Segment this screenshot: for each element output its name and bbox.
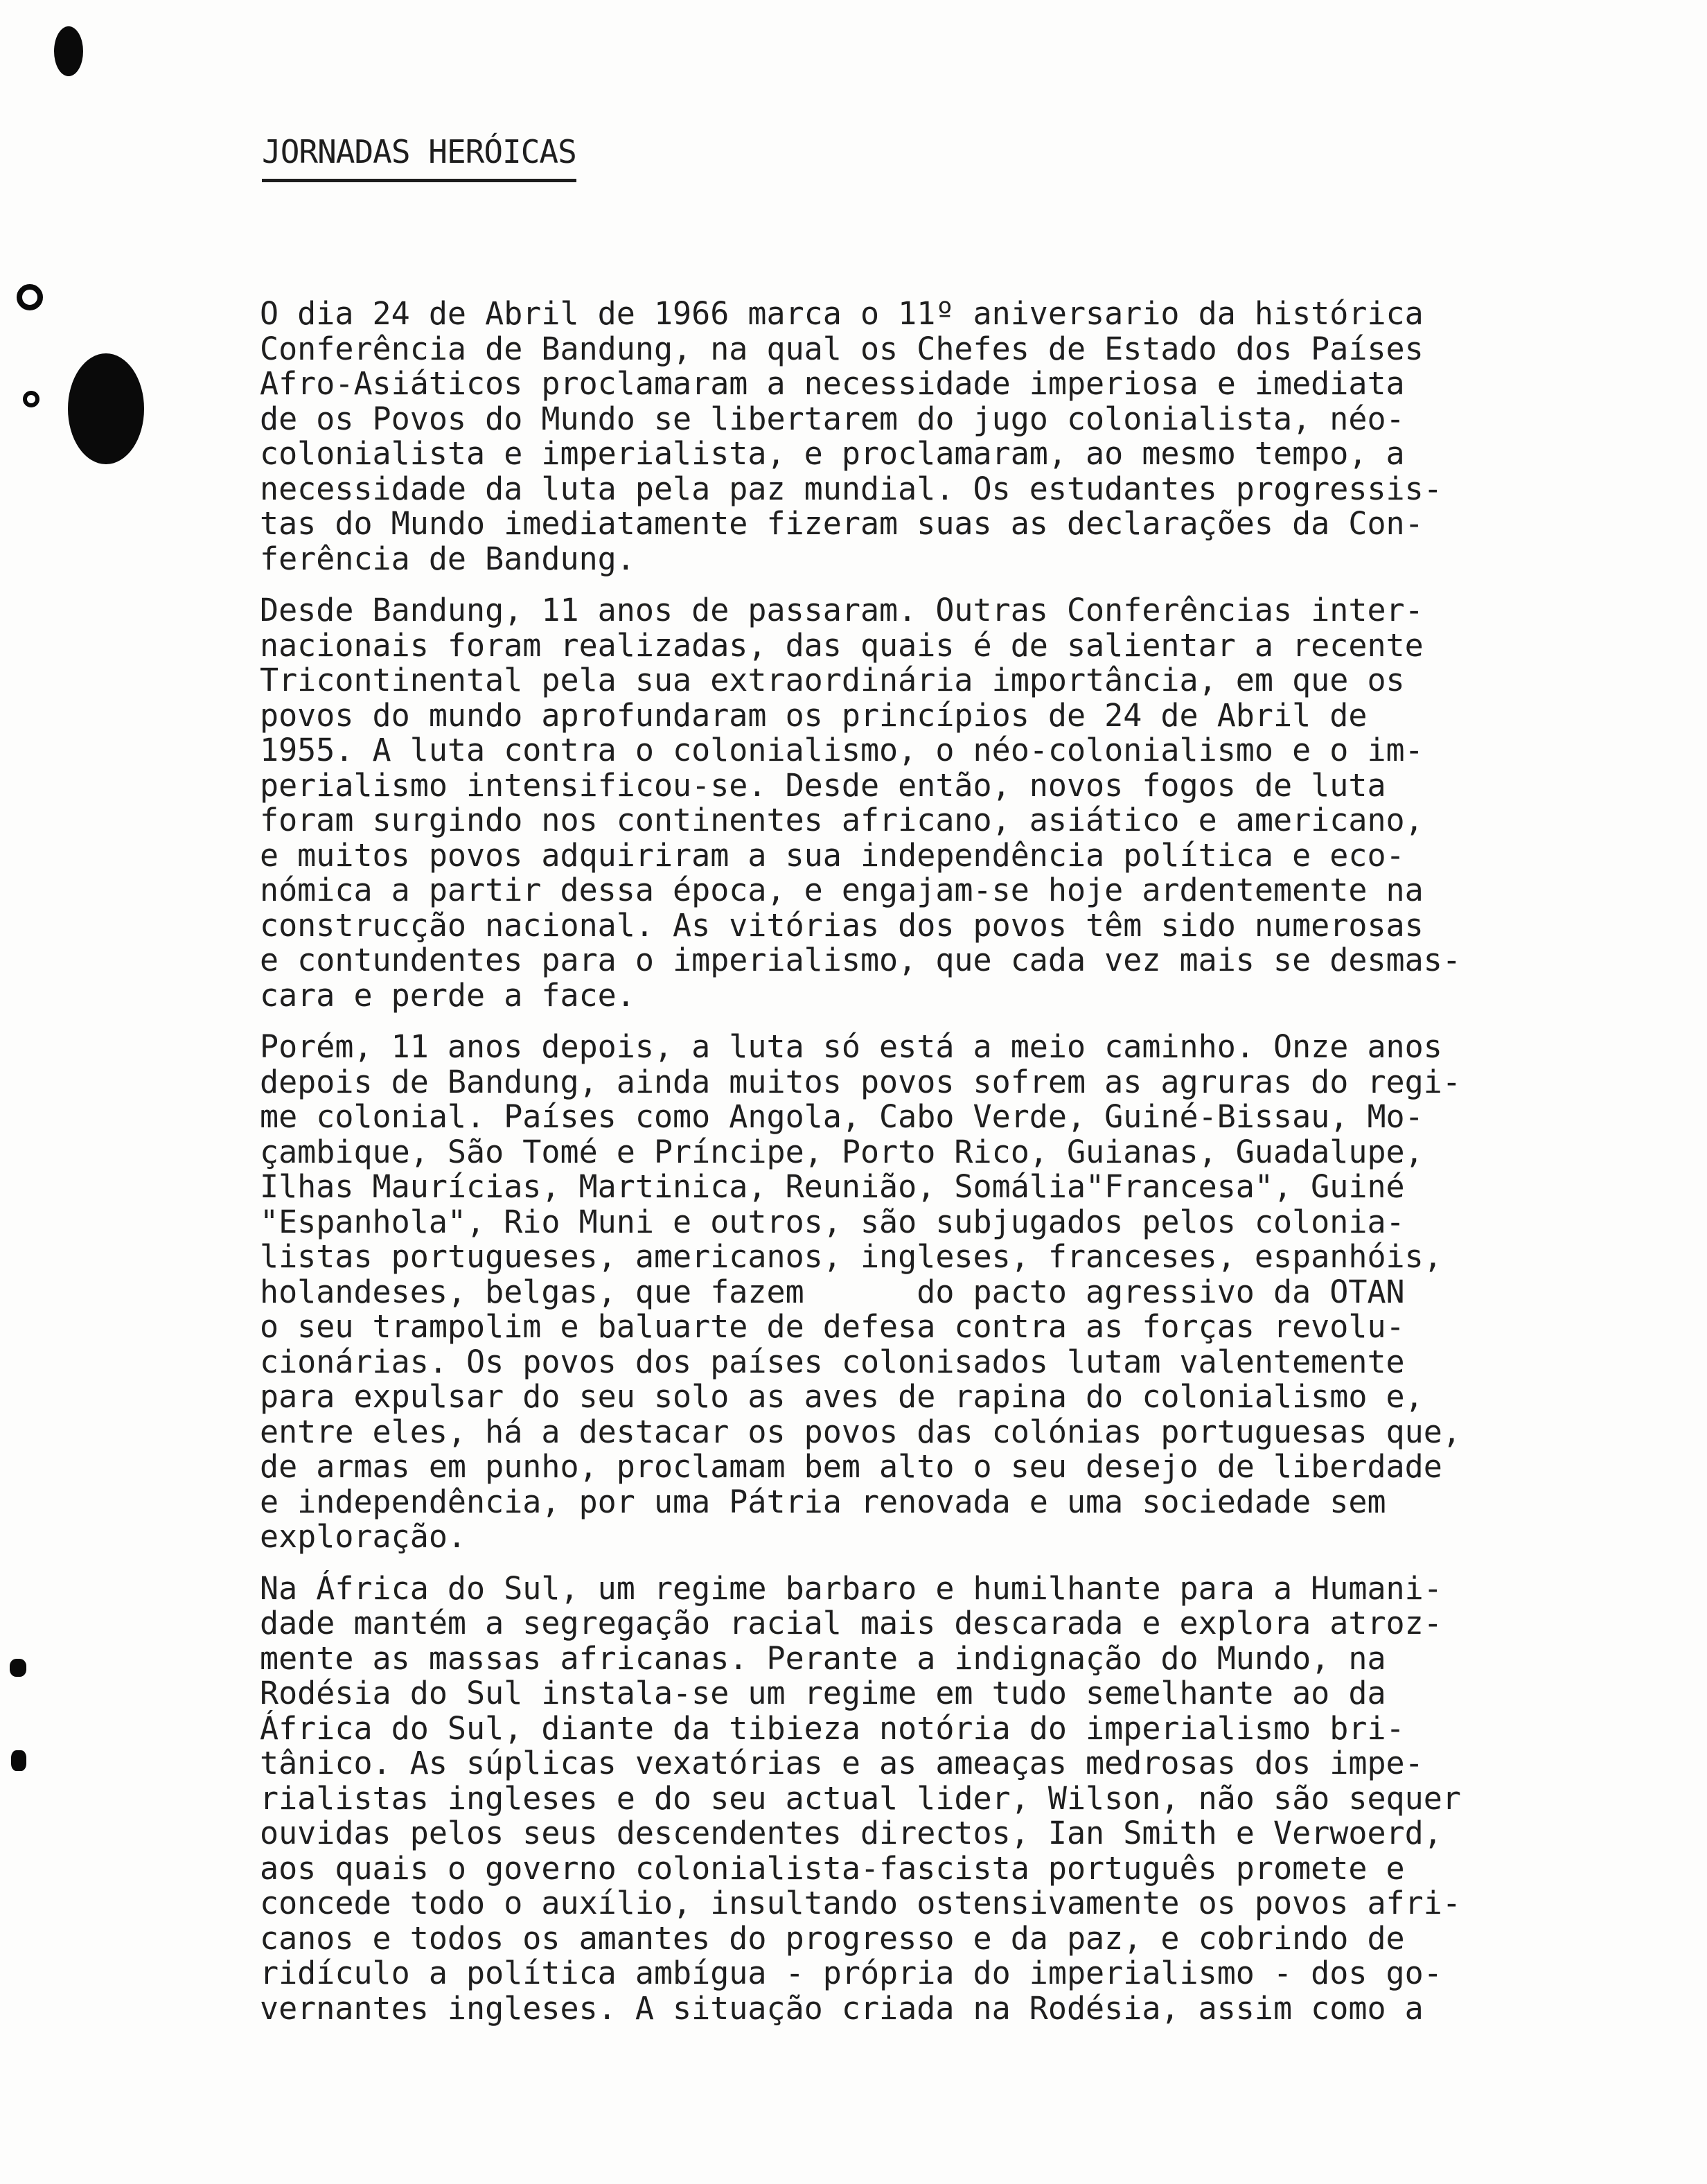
text-line: holandeses, belgas, que fazem do pacto agressivo da OTAN [260, 1273, 1405, 1310]
text-line: Rodésia do Sul instala-se um regime em tudo semelhante ao da [260, 1675, 1386, 1711]
paragraph-1 [260, 297, 1604, 576]
text-line: de armas em punho, proclamam bem alto o seu desejo de liberdade [260, 1448, 1442, 1485]
text-line: "Espanhola", Rio Muni e outros, são subjugados pelos colonia- [260, 1203, 1405, 1240]
text-line: Porém, 11 anos depois, a luta só está a meio caminho. Onze anos [260, 1028, 1442, 1065]
punch-hole-ring-lower [23, 391, 39, 407]
text-line: Desde Bandung, 11 anos de passaram. Outras Conferências inter- [260, 592, 1424, 628]
text-line: de os Povos do Mundo se libertarem do jugo colonialista, néo- [260, 400, 1405, 437]
text-line: Na África do Sul, um regime barbaro e humilhante para a Humani- [260, 1569, 1442, 1607]
text-line: mente as massas africanas. Perante a indignação do Mundo, na [260, 1639, 1386, 1677]
text-line: entre eles, há a destacar os povos das colónias portuguesas que, [260, 1413, 1461, 1450]
ink-blot-large [68, 353, 144, 464]
text-line: canos e todos os amantes do progresso e da paz, e cobrindo de [260, 1919, 1405, 1957]
ink-mark-lower-1 [10, 1659, 26, 1677]
ink-blot-top [54, 26, 83, 76]
text-line: Afro-Asiáticos proclamaram a necessidade imperiosa e imediata [260, 365, 1405, 402]
text-line: listas portugueses, americanos, ingleses, franceses, espanhóis, [260, 1238, 1442, 1275]
text-line: exploração. [260, 1518, 467, 1555]
page-title: JORNADAS HERÓICAS [262, 133, 576, 182]
text-line: colonialista e imperialista, e proclamaram, ao mesmo tempo, a [260, 435, 1405, 472]
text-line: povos do mundo aprofundaram os princípios de 24 de Abril de [260, 696, 1368, 734]
text-line: para expulsar do seu solo as aves de rapina do colonialismo e, [260, 1378, 1424, 1415]
text-line: cionárias. Os povos dos países colonisados lutam valentemente [260, 1343, 1405, 1380]
text-line: ouvidas pelos seus descendentes directos, Ian Smith e Verwoerd, [260, 1815, 1442, 1851]
ink-mark-lower-2 [11, 1750, 26, 1771]
text-line: me colonial. Países como Angola, Cabo Verde, Guiné-Bissau, Mo- [260, 1098, 1424, 1135]
text-line: o seu trampolim e baluarte de defesa contra as forças revolu- [260, 1308, 1405, 1345]
text-line: tas do Mundo imediatamente fizeram suas as declarações da Con- [260, 505, 1424, 542]
text-line: Tricontinental pela sua extraordinária importância, em que os [260, 662, 1405, 698]
text-line: África do Sul, diante da tibieza notória do imperialismo bri- [260, 1709, 1405, 1747]
paragraph-2 [260, 593, 1604, 1013]
text-line: 1955. A luta contra o colonialismo, o néo-colonialismo e o im- [260, 732, 1424, 768]
text-line: ferência de Bandung. [260, 540, 635, 577]
text-line: O dia 24 de Abril de 1966 marca o 11º aniversario da histórica [260, 295, 1424, 332]
text-line: depois de Bandung, ainda muitos povos sofrem as agruras do regi- [260, 1063, 1461, 1100]
punch-hole-ring-upper [17, 284, 43, 310]
paragraph-3 [260, 1030, 1604, 1555]
text-line: nacionais foram realizadas, das quais é de salientar a recente [260, 626, 1424, 664]
text-line: rialistas ingleses e do seu actual lider, Wilson, não são sequer [260, 1779, 1461, 1817]
body-text [260, 297, 1604, 2043]
text-line: concede todo o auxílio, insultando ostensivamente os povos afri- [260, 1885, 1461, 1921]
text-line: nómica a partir dessa época, e engajam-se hoje ardentemente na [260, 872, 1424, 908]
text-line: construcção nacional. As vitórias dos povos têm sido numerosas [260, 906, 1424, 944]
text-line: dade mantém a segregação racial mais descarada e explora atroz- [260, 1605, 1442, 1641]
text-line: e muitos povos adquiriram a sua independência política e eco- [260, 836, 1405, 874]
text-line: e contundentes para o imperialismo, que cada vez mais se desmas- [260, 942, 1461, 978]
text-line: perialismo intensificou-se. Desde então, novos fogos de luta [260, 766, 1386, 804]
text-line: necessidade da luta pela paz mundial. Os estudantes progressis- [260, 470, 1442, 507]
text-line: tânico. As súplicas vexatórias e as ameaças medrosas dos impe- [260, 1745, 1424, 1781]
text-line: vernantes ingleses. A situação criada na Rodésia, assim como a [260, 1989, 1424, 2027]
text-line: e independência, por uma Pátria renovada e uma sociedade sem [260, 1483, 1386, 1520]
paragraph-4 [260, 1571, 1604, 2027]
text-line: Conferência de Bandung, na qual os Chefes de Estado dos Países [260, 330, 1424, 367]
text-line: cara e perde a face. [260, 976, 635, 1014]
text-line: ridículo a política ambígua - própria do imperialismo - dos go- [260, 1955, 1442, 1991]
text-line: foram surgindo nos continentes africano, asiático e americano, [260, 802, 1424, 838]
text-line: çambique, São Tomé e Príncipe, Porto Rico, Guianas, Guadalupe, [260, 1133, 1424, 1170]
text-line: aos quais o governo colonialista-fascista português promete e [260, 1849, 1405, 1887]
text-line: Ilhas Maurícias, Martinica, Reunião, Somália"Francesa", Guiné [260, 1168, 1405, 1205]
